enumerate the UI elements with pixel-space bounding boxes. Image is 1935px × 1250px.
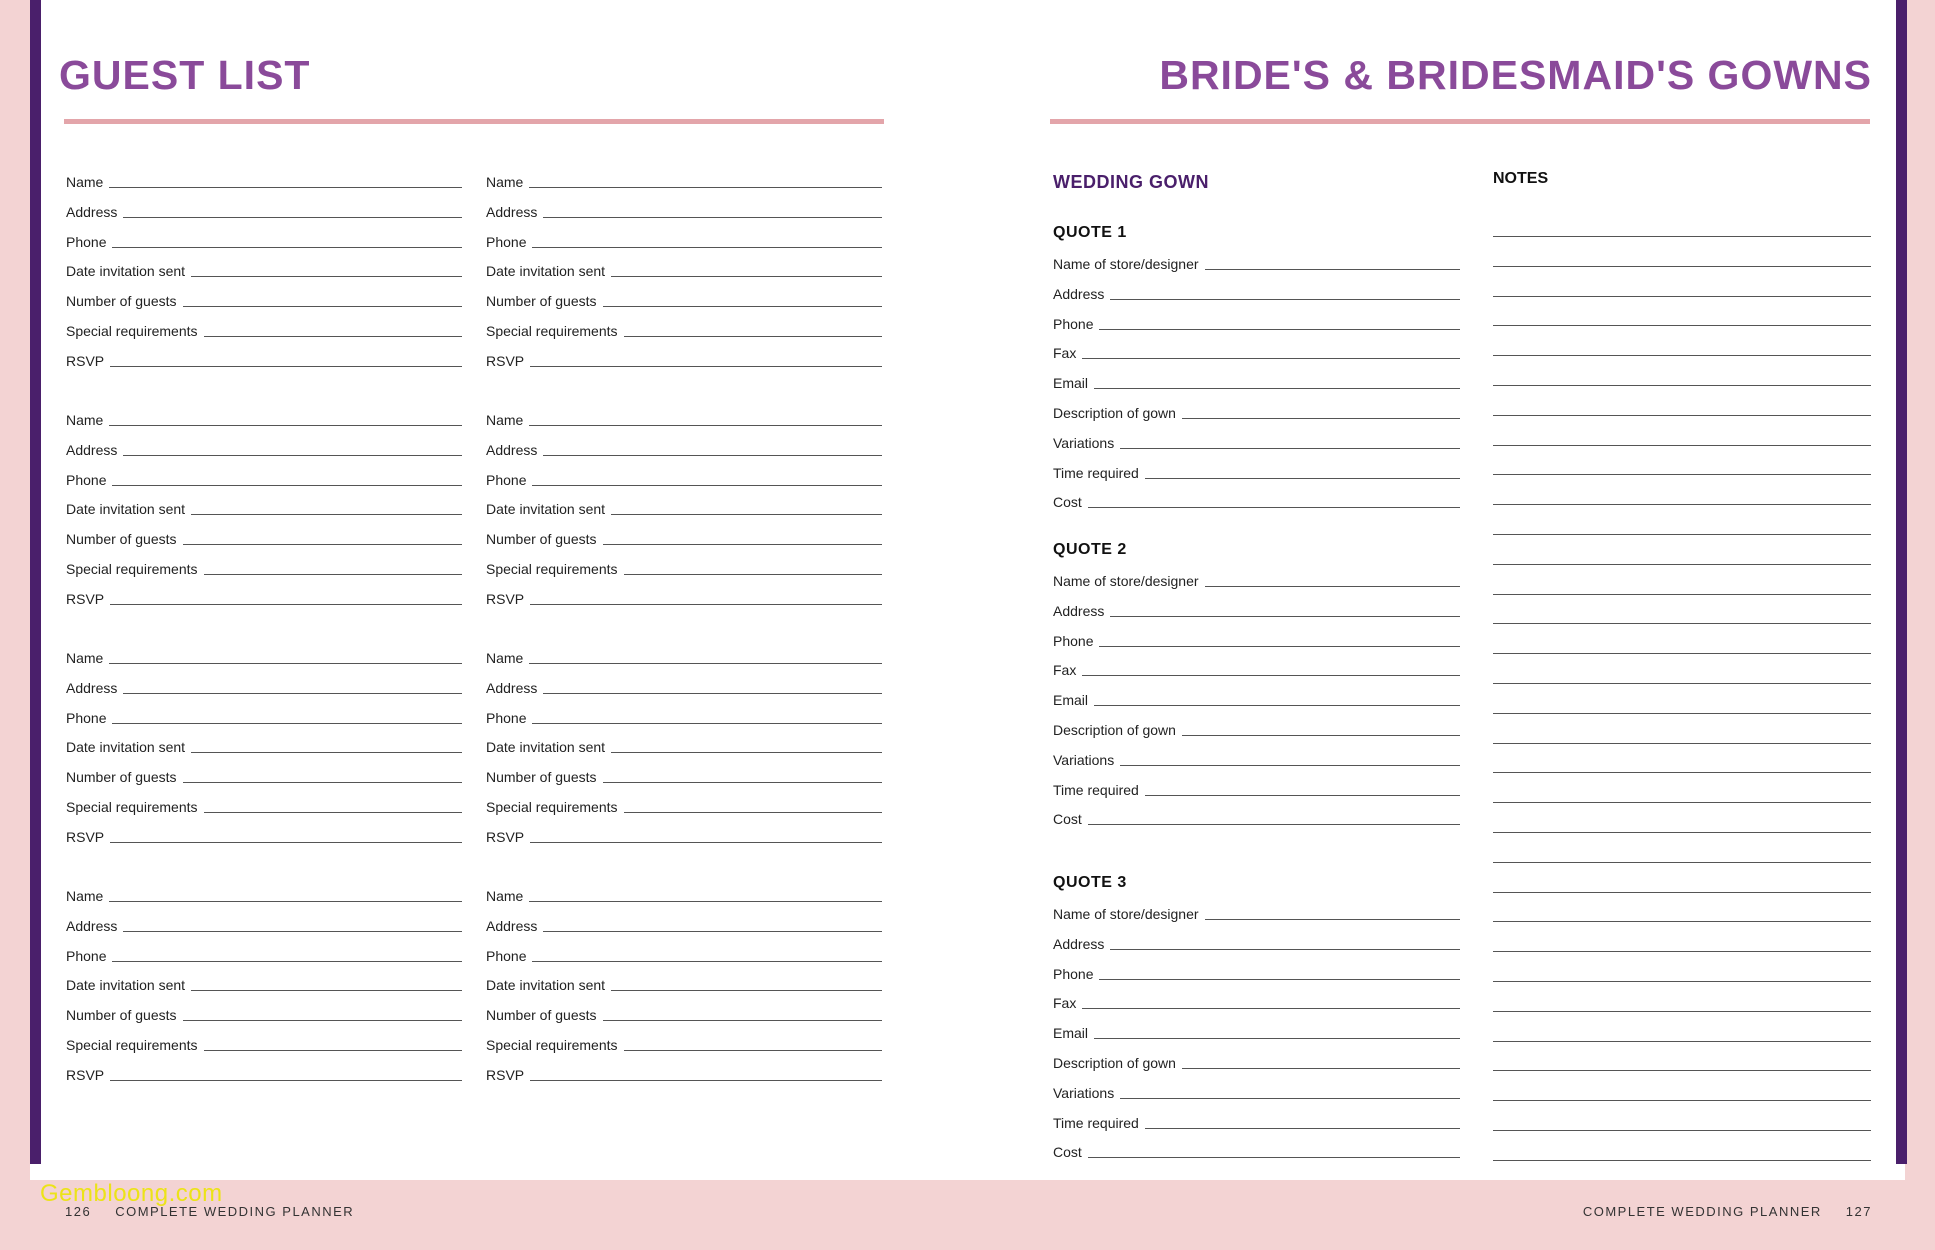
guest-field-line[interactable]: [543, 455, 882, 456]
guest-field-label: Date invitation sent: [66, 263, 186, 280]
quote-field-label: Name of store/designer: [1053, 573, 1199, 589]
quote-field-line[interactable]: [1145, 1128, 1460, 1129]
quote-field-label: Cost: [1053, 811, 1082, 828]
page-number-left: 126: [65, 1204, 92, 1219]
guest-field-label: Date invitation sent: [66, 501, 186, 518]
guest-field-label: RSVP: [486, 352, 525, 369]
guest-field-label: Special requirements: [486, 799, 618, 815]
guest-field-label: Special requirements: [66, 799, 198, 815]
guest-field-label: Address: [486, 441, 538, 458]
guest-field-row: [66, 1061, 462, 1083]
guest-field-label: Name: [486, 412, 524, 428]
right-title-rule: [1050, 119, 1870, 124]
guest-field-label: RSVP: [486, 1066, 525, 1083]
guest-field-label: Phone: [66, 471, 107, 488]
guest-field-label: Date invitation sent: [486, 501, 606, 518]
notes-line[interactable]: [1493, 1100, 1871, 1101]
guest-field-line[interactable]: [530, 1080, 882, 1081]
quote-field-row: [1053, 1109, 1460, 1131]
guest-field-label: Date invitation sent: [486, 739, 606, 756]
notes-line[interactable]: [1493, 415, 1871, 416]
quote-field-label: Name of store/designer: [1053, 906, 1199, 922]
guest-field-label: Date invitation sent: [486, 977, 606, 994]
quote-field-line[interactable]: [1082, 358, 1460, 359]
quote-field-label: Phone: [1053, 965, 1094, 982]
guest-field-row: [66, 347, 462, 369]
guest-field-row: [486, 912, 882, 934]
guest-field-line[interactable]: [110, 1080, 462, 1081]
guest-field-row: [66, 942, 462, 964]
guest-field-line[interactable]: [530, 366, 882, 367]
quote-field-line[interactable]: [1088, 824, 1460, 825]
quote-field-line[interactable]: [1110, 949, 1460, 950]
left-edge-bar: [30, 0, 41, 1164]
guest-field-row: [486, 763, 882, 785]
quote-field-row: [1053, 1019, 1460, 1041]
quote-field-row: [1053, 686, 1460, 708]
quote-field-label: Fax: [1053, 345, 1077, 362]
quote-field-line[interactable]: [1205, 586, 1460, 587]
quote-field-label: Email: [1053, 375, 1089, 392]
notes-line[interactable]: [1493, 772, 1871, 773]
guest-field-line[interactable]: [532, 247, 882, 248]
quote-field-line[interactable]: [1094, 1038, 1460, 1039]
quote-field-label: Fax: [1053, 995, 1077, 1012]
guest-field-line[interactable]: [603, 544, 883, 545]
guest-field-row: [66, 495, 462, 517]
notes-line[interactable]: [1493, 594, 1871, 595]
guest-field-line[interactable]: [112, 723, 462, 724]
quote-field-line[interactable]: [1082, 1008, 1460, 1009]
notes-line[interactable]: [1493, 325, 1871, 326]
quote-field-row: [1053, 429, 1460, 451]
guest-field-label: Special requirements: [66, 1037, 198, 1053]
guest-field-row: [486, 674, 882, 696]
quote-field-line[interactable]: [1088, 1157, 1460, 1158]
guest-list-title: GUEST LIST: [59, 52, 311, 98]
notes-line[interactable]: [1493, 1041, 1871, 1042]
guest-field-line[interactable]: [112, 485, 462, 486]
guest-field-row: [486, 1031, 882, 1053]
guest-field-row: [66, 466, 462, 488]
guest-field-row: [66, 763, 462, 785]
quote-field-label: Email: [1053, 692, 1089, 709]
notes-line[interactable]: [1493, 1130, 1871, 1131]
guest-field-label: Address: [486, 917, 538, 934]
guest-field-label: Phone: [486, 709, 527, 726]
guest-field-row: [66, 704, 462, 726]
guest-field-line[interactable]: [204, 574, 462, 575]
guest-field-label: Name: [66, 412, 104, 428]
guest-field-row: [66, 1031, 462, 1053]
guest-field-row: [486, 228, 882, 250]
guest-field-line[interactable]: [529, 901, 882, 902]
guest-field-line[interactable]: [183, 782, 463, 783]
guest-field-label: Address: [66, 441, 118, 458]
guest-field-line[interactable]: [611, 752, 882, 753]
guest-field-label: Number of guests: [66, 293, 177, 310]
guest-field-label: Phone: [66, 947, 107, 964]
guest-field-label: Phone: [66, 709, 107, 726]
quote-field-label: Variations: [1053, 751, 1115, 768]
guest-field-row: [486, 287, 882, 309]
watermark-text: Gembloong.com: [40, 1180, 223, 1207]
guest-field-line[interactable]: [611, 990, 882, 991]
guest-field-row: [486, 317, 882, 339]
quote-field-label: Description of gown: [1053, 722, 1176, 738]
guest-field-line[interactable]: [191, 514, 462, 515]
footer-right-text: COMPLETE WEDDING PLANNER: [1582, 1204, 1822, 1219]
quote-field-line[interactable]: [1082, 675, 1460, 676]
guest-field-row: [66, 317, 462, 339]
notes-line[interactable]: [1493, 713, 1871, 714]
guest-field-label: Number of guests: [66, 531, 177, 548]
quote-field-row: [1053, 656, 1460, 678]
notes-line[interactable]: [1493, 534, 1871, 535]
notes-line[interactable]: [1493, 1070, 1871, 1071]
quote-field-row: [1053, 567, 1460, 589]
guest-field-line[interactable]: [543, 217, 882, 218]
quote-field-row: [1053, 250, 1460, 272]
guest-field-label: Number of guests: [66, 1007, 177, 1024]
guest-field-line[interactable]: [529, 663, 882, 664]
quote-field-label: Time required: [1053, 1114, 1139, 1131]
guest-field-label: Name: [486, 174, 524, 190]
guest-field-label: Address: [486, 679, 538, 696]
quote-field-row: [1053, 776, 1460, 798]
guest-field-row: [486, 466, 882, 488]
guest-field-row: [66, 198, 462, 220]
guest-field-label: Date invitation sent: [486, 263, 606, 280]
guest-field-label: Name: [66, 174, 104, 190]
notes-line[interactable]: [1493, 504, 1871, 505]
guest-field-row: [66, 882, 462, 904]
guest-field-row: [486, 585, 882, 607]
guest-field-line[interactable]: [123, 217, 462, 218]
guest-field-line[interactable]: [603, 782, 883, 783]
quote-field-label: Address: [1053, 602, 1105, 619]
guest-field-line[interactable]: [624, 574, 882, 575]
quote-field-line[interactable]: [1099, 979, 1460, 980]
quote-field-label: Description of gown: [1053, 1055, 1176, 1071]
guest-field-row: [66, 1001, 462, 1023]
notes-line[interactable]: [1493, 445, 1871, 446]
guest-field-label: Phone: [486, 233, 527, 250]
footer-right: [1583, 1204, 1872, 1219]
quote-field-line[interactable]: [1120, 765, 1460, 766]
quote-field-line[interactable]: [1088, 507, 1460, 508]
guest-field-row: [66, 257, 462, 279]
guest-field-label: Special requirements: [66, 323, 198, 339]
notes-line[interactable]: [1493, 1160, 1871, 1161]
notes-line[interactable]: [1493, 743, 1871, 744]
guest-field-label: Number of guests: [486, 1007, 597, 1024]
quote-field-label: Fax: [1053, 662, 1077, 679]
quote-field-label: Time required: [1053, 464, 1139, 481]
quote-field-row: [1053, 280, 1460, 302]
guest-field-line[interactable]: [110, 366, 462, 367]
quote-field-label: Name of store/designer: [1053, 256, 1199, 272]
footer-left-text: COMPLETE WEDDING PLANNER: [115, 1204, 355, 1219]
guest-field-line[interactable]: [191, 752, 462, 753]
quote-field-line[interactable]: [1110, 616, 1460, 617]
quote-field-line[interactable]: [1145, 478, 1460, 479]
guest-field-line[interactable]: [109, 187, 462, 188]
notes-line[interactable]: [1493, 921, 1871, 922]
guest-field-line[interactable]: [603, 306, 883, 307]
notes-line[interactable]: [1493, 802, 1871, 803]
guest-field-label: Address: [66, 917, 118, 934]
guest-field-row: [66, 406, 462, 428]
guest-field-line[interactable]: [529, 425, 882, 426]
guest-field-row: [486, 198, 882, 220]
guest-field-label: RSVP: [66, 1066, 105, 1083]
guest-field-label: RSVP: [66, 352, 105, 369]
guest-field-row: [486, 1061, 882, 1083]
guest-field-line[interactable]: [204, 1050, 462, 1051]
guest-field-label: Number of guests: [486, 769, 597, 786]
guest-field-label: Number of guests: [486, 293, 597, 310]
notes-line[interactable]: [1493, 981, 1871, 982]
quote-field-line[interactable]: [1182, 735, 1460, 736]
guest-field-row: [66, 793, 462, 815]
quote-field-line[interactable]: [1182, 418, 1460, 419]
quote-field-line[interactable]: [1145, 795, 1460, 796]
right-edge-bar: [1896, 0, 1907, 1164]
quote-field-label: Cost: [1053, 1144, 1082, 1161]
guest-field-line[interactable]: [191, 990, 462, 991]
quote-field-line[interactable]: [1099, 646, 1460, 647]
quote-field-row: [1053, 310, 1460, 332]
guest-field-row: [486, 555, 882, 577]
notes-line[interactable]: [1493, 266, 1871, 267]
quote-field-row: [1053, 627, 1460, 649]
quote-field-line[interactable]: [1205, 269, 1460, 270]
guest-field-row: [66, 525, 462, 547]
quote-field-row: [1053, 989, 1460, 1011]
guest-field-row: [486, 257, 882, 279]
notes-line[interactable]: [1493, 862, 1871, 863]
quote-field-row: [1053, 746, 1460, 768]
guest-field-label: Date invitation sent: [66, 739, 186, 756]
guest-field-row: [66, 733, 462, 755]
guest-field-row: [66, 912, 462, 934]
gowns-title: BRIDE'S & BRIDESMAID'S GOWNS: [1159, 52, 1872, 98]
guest-field-label: Number of guests: [66, 769, 177, 786]
notes-line[interactable]: [1493, 683, 1871, 684]
notes-heading: NOTES: [1493, 170, 1549, 187]
quote-field-row: [1053, 960, 1460, 982]
quote-field-label: Time required: [1053, 781, 1139, 798]
guest-field-label: RSVP: [66, 828, 105, 845]
guest-field-line[interactable]: [603, 1020, 883, 1021]
quote-field-label: Description of gown: [1053, 405, 1176, 421]
guest-field-label: Address: [66, 203, 118, 220]
quote-field-row: [1053, 597, 1460, 619]
quote-field-label: Cost: [1053, 494, 1082, 511]
notes-line[interactable]: [1493, 355, 1871, 356]
quote-heading: QUOTE 1: [1053, 224, 1127, 241]
guest-field-row: [66, 287, 462, 309]
guest-field-line[interactable]: [204, 812, 462, 813]
guest-field-label: RSVP: [66, 590, 105, 607]
guest-field-label: Name: [486, 650, 524, 666]
guest-field-row: [486, 793, 882, 815]
guest-field-line[interactable]: [624, 336, 882, 337]
guest-field-row: [486, 971, 882, 993]
guest-field-row: [486, 733, 882, 755]
quote-field-label: Phone: [1053, 632, 1094, 649]
guest-field-line[interactable]: [611, 276, 882, 277]
guest-field-line[interactable]: [530, 604, 882, 605]
quote-field-row: [1053, 459, 1460, 481]
notes-line[interactable]: [1493, 623, 1871, 624]
guest-field-label: Special requirements: [486, 323, 618, 339]
quote-field-label: Variations: [1053, 434, 1115, 451]
guest-field-row: [486, 942, 882, 964]
guest-field-row: [66, 585, 462, 607]
guest-field-row: [66, 228, 462, 250]
quote-field-row: [1053, 1079, 1460, 1101]
guest-field-row: [66, 644, 462, 666]
quote-heading: QUOTE 2: [1053, 541, 1127, 558]
notes-line[interactable]: [1493, 892, 1871, 893]
notes-line[interactable]: [1493, 385, 1871, 386]
guest-field-line[interactable]: [204, 336, 462, 337]
guest-field-row: [486, 882, 882, 904]
quote-field-row: [1053, 488, 1460, 510]
quote-field-row: [1053, 369, 1460, 391]
guest-field-row: [486, 644, 882, 666]
guest-field-line[interactable]: [123, 693, 462, 694]
guest-field-line[interactable]: [624, 812, 882, 813]
notes-line[interactable]: [1493, 564, 1871, 565]
guest-field-label: Name: [486, 888, 524, 904]
guest-field-line[interactable]: [543, 931, 882, 932]
guest-field-line[interactable]: [532, 961, 882, 962]
guest-field-line[interactable]: [183, 1020, 463, 1021]
guest-field-line[interactable]: [611, 514, 882, 515]
guest-field-row: [486, 525, 882, 547]
guest-field-line[interactable]: [109, 425, 462, 426]
quote-field-line[interactable]: [1120, 448, 1460, 449]
guest-field-label: RSVP: [486, 828, 525, 845]
quote-field-row: [1053, 399, 1460, 421]
guest-field-line[interactable]: [624, 1050, 882, 1051]
quote-field-label: Phone: [1053, 315, 1094, 332]
guest-field-label: Phone: [66, 233, 107, 250]
quote-field-label: Address: [1053, 285, 1105, 302]
guest-field-line[interactable]: [123, 931, 462, 932]
quote-field-label: Email: [1053, 1025, 1089, 1042]
quote-field-line[interactable]: [1120, 1098, 1460, 1099]
guest-field-row: [486, 436, 882, 458]
guest-field-row: [486, 704, 882, 726]
quote-field-row: [1053, 805, 1460, 827]
notes-line[interactable]: [1493, 236, 1871, 237]
guest-field-line[interactable]: [112, 247, 462, 248]
guest-field-line[interactable]: [191, 276, 462, 277]
guest-field-label: Name: [66, 888, 104, 904]
guest-field-row: [486, 406, 882, 428]
guest-field-line[interactable]: [532, 485, 882, 486]
quote-field-label: Address: [1053, 935, 1105, 952]
guest-field-label: RSVP: [486, 590, 525, 607]
quote-field-line[interactable]: [1094, 388, 1460, 389]
guest-field-line[interactable]: [123, 455, 462, 456]
notes-line[interactable]: [1493, 951, 1871, 952]
page-number-right: 127: [1845, 1204, 1872, 1219]
guest-field-label: Special requirements: [486, 561, 618, 577]
quote-field-line[interactable]: [1205, 919, 1460, 920]
guest-field-row: [66, 823, 462, 845]
quote-field-line[interactable]: [1110, 299, 1460, 300]
guest-field-label: Phone: [486, 471, 527, 488]
guest-field-row: [486, 495, 882, 517]
guest-field-line[interactable]: [183, 306, 463, 307]
guest-field-line[interactable]: [183, 544, 463, 545]
guest-field-line[interactable]: [109, 901, 462, 902]
quote-field-row: [1053, 900, 1460, 922]
quote-field-row: [1053, 930, 1460, 952]
guest-field-row: [66, 168, 462, 190]
guest-field-line[interactable]: [109, 663, 462, 664]
guest-field-row: [66, 555, 462, 577]
guest-field-line[interactable]: [529, 187, 882, 188]
guest-field-line[interactable]: [112, 961, 462, 962]
guest-field-label: Address: [486, 203, 538, 220]
left-title-rule: [64, 119, 884, 124]
guest-field-label: Date invitation sent: [66, 977, 186, 994]
guest-field-line[interactable]: [543, 693, 882, 694]
notes-line[interactable]: [1493, 474, 1871, 475]
quote-heading: QUOTE 3: [1053, 874, 1127, 891]
notes-line[interactable]: [1493, 1011, 1871, 1012]
wedding-gown-heading: WEDDING GOWN: [1053, 172, 1209, 192]
guest-field-line[interactable]: [532, 723, 882, 724]
guest-field-line[interactable]: [530, 842, 882, 843]
notes-line[interactable]: [1493, 832, 1871, 833]
notes-line[interactable]: [1493, 653, 1871, 654]
guest-field-label: Number of guests: [486, 531, 597, 548]
quote-field-row: [1053, 1138, 1460, 1160]
guest-field-label: Phone: [486, 947, 527, 964]
guest-field-line[interactable]: [110, 842, 462, 843]
quote-field-line[interactable]: [1099, 329, 1460, 330]
guest-field-row: [486, 1001, 882, 1023]
guest-field-row: [66, 436, 462, 458]
quote-field-label: Variations: [1053, 1084, 1115, 1101]
guest-field-row: [486, 823, 882, 845]
notes-line[interactable]: [1493, 296, 1871, 297]
guest-field-row: [486, 168, 882, 190]
quote-field-row: [1053, 339, 1460, 361]
guest-field-line[interactable]: [110, 604, 462, 605]
guest-field-label: Special requirements: [486, 1037, 618, 1053]
quote-field-line[interactable]: [1182, 1068, 1460, 1069]
guest-field-label: Special requirements: [66, 561, 198, 577]
quote-field-row: [1053, 716, 1460, 738]
quote-field-line[interactable]: [1094, 705, 1460, 706]
guest-field-label: Name: [66, 650, 104, 666]
guest-field-row: [66, 674, 462, 696]
guest-field-label: Address: [66, 679, 118, 696]
quote-field-row: [1053, 1049, 1460, 1071]
guest-field-row: [66, 971, 462, 993]
guest-field-row: [486, 347, 882, 369]
